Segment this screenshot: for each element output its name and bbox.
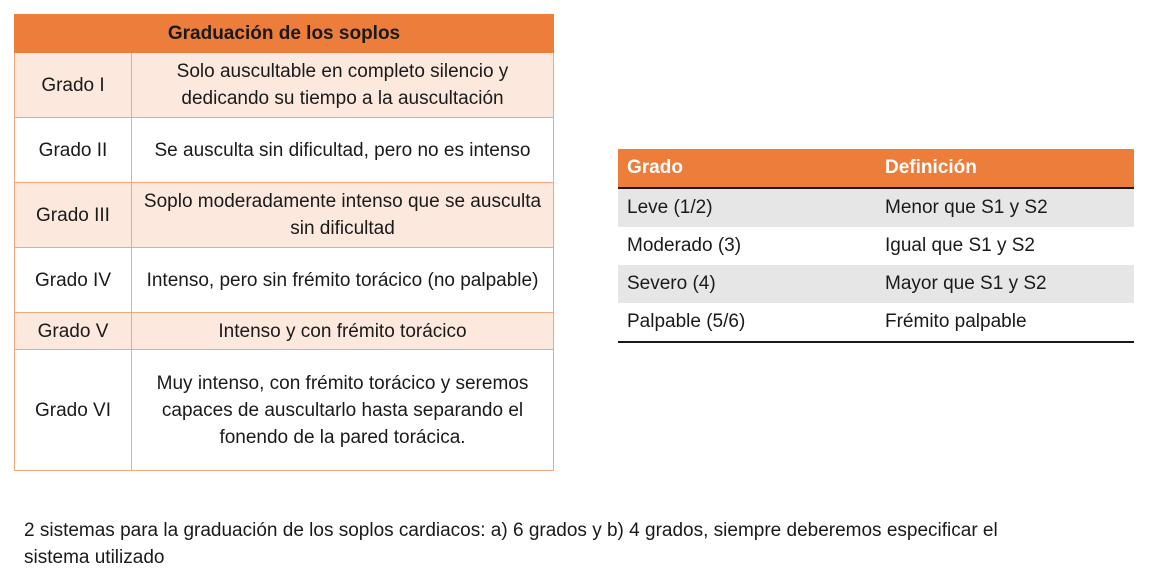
description-cell: Solo auscultable en completo silencio y dedicando su tiempo a la auscultación [132, 53, 554, 118]
table-row [618, 188, 1134, 227]
table-row [15, 248, 554, 313]
table-row [15, 350, 554, 471]
grade-cell: Severo (4) [618, 265, 876, 303]
definition-cell: Menor que S1 y S2 [876, 188, 1134, 227]
grade-cell: Grado VI [15, 350, 132, 471]
grade-cell: Leve (1/2) [618, 188, 876, 227]
description-cell: Soplo moderadamente intenso que se ausculta sin dificultad [132, 183, 554, 248]
table-row [618, 227, 1134, 265]
grade-cell: Grado III [15, 183, 132, 248]
table-row [618, 303, 1134, 342]
murmur-grading-table-four-grades [618, 149, 1134, 343]
column-header-definition: Definición [876, 149, 1134, 188]
grade-cell: Moderado (3) [618, 227, 876, 265]
column-header-grade: Grado [618, 149, 876, 188]
grade-cell: Grado II [15, 118, 132, 183]
definition-cell: Igual que S1 y S2 [876, 227, 1134, 265]
grade-cell: Palpable (5/6) [618, 303, 876, 342]
table-row [15, 53, 554, 118]
table-header-row [618, 149, 1134, 188]
table-row [618, 265, 1134, 303]
murmur-grading-table-six-grades [14, 14, 554, 471]
table-header-row [15, 15, 554, 53]
definition-cell: Mayor que S1 y S2 [876, 265, 1134, 303]
description-cell: Intenso y con frémito torácico [132, 313, 554, 350]
grade-cell: Grado IV [15, 248, 132, 313]
caption-text: 2 sistemas para la graduación de los soplos cardiacos: a) 6 grados y b) 4 grados, siempre deberemos especificar el sistema utilizado [24, 520, 998, 568]
grade-cell: Grado V [15, 313, 132, 350]
description-cell: Se ausculta sin dificultad, pero no es intenso [132, 118, 554, 183]
grade-cell: Grado I [15, 53, 132, 118]
table-row [15, 118, 554, 183]
table-row [15, 313, 554, 350]
table-title: Graduación de los soplos [15, 15, 554, 53]
definition-cell: Frémito palpable [876, 303, 1134, 342]
description-cell: Intenso, pero sin frémito torácico (no palpable) [132, 248, 554, 313]
description-cell: Muy intenso, con frémito torácico y seremos capaces de auscultarlo hasta separando el fonendo de la pared torácica. [132, 350, 554, 471]
table-row [15, 183, 554, 248]
